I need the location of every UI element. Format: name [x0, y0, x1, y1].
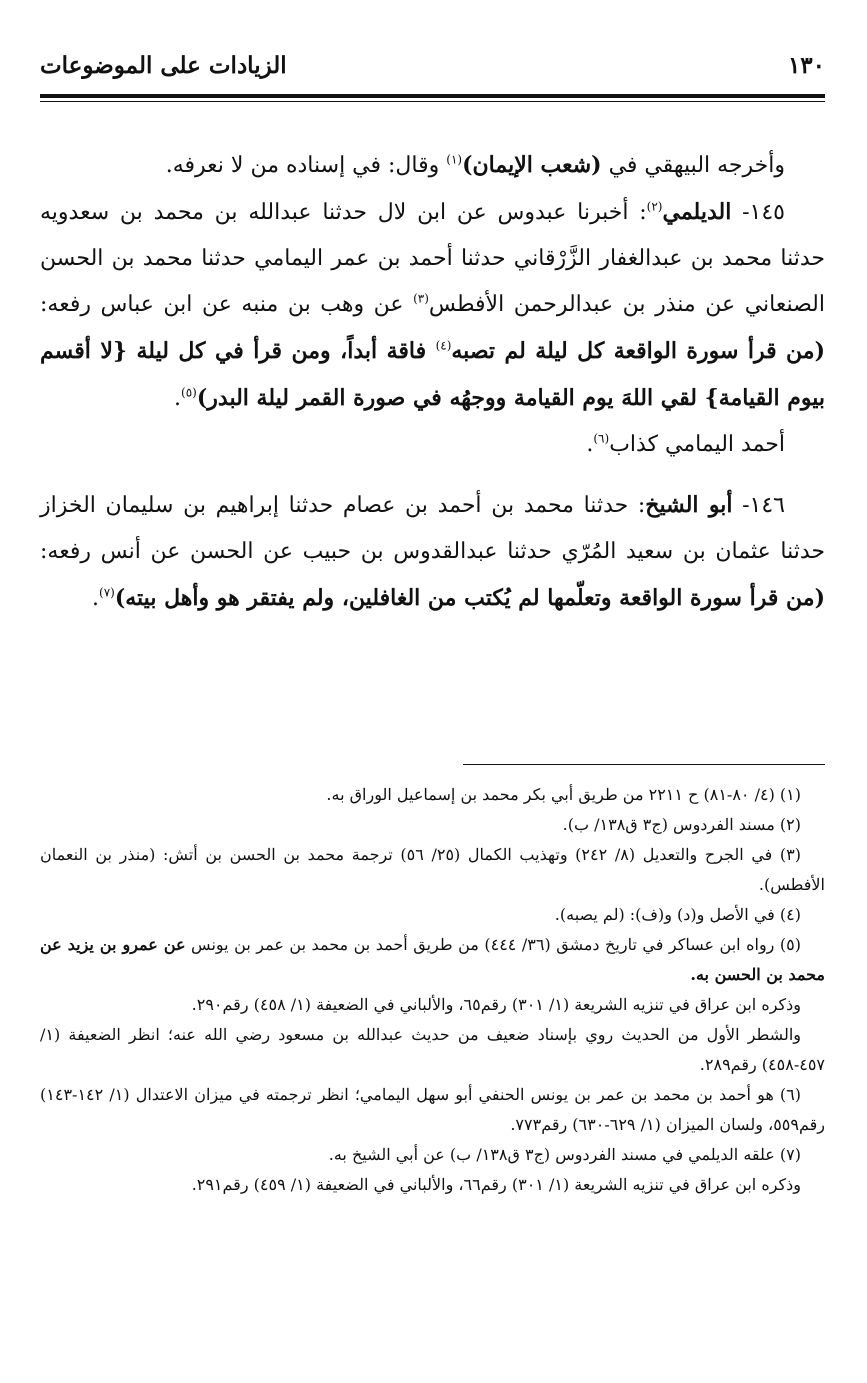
footnote-6: (٦) هو أحمد بن محمد بن عمر بن يونس الحنفي أبو سهل اليمامي؛ انظر ترجمته في ميزان الاعتدال (١/ ١٤٢-١٤٣) رقم٥٥٩، ولسان الميزان (١/ ٦٢٩-٦٣٠) رقم٧٧٣. [40, 1085, 825, 1134]
footnote-ref: (٣) [413, 291, 429, 306]
footnote-ref: (١) [446, 152, 463, 167]
isnad-text: : حدثنا محمد بن أحمد بن عصام حدثنا إبراهيم بن سليمان الخزاز حدثنا عثمان بن سعيد المُرّي حدثنا عبدالقدوس بن حبيب عن الحسن عن أنس رفعه: [40, 493, 825, 564]
text-run: . [174, 386, 182, 411]
entry-number: ١٤٥- [731, 200, 785, 225]
paragraph-hadith-145 [40, 189, 825, 422]
footnote-ref: (٢) [646, 199, 663, 214]
paragraph-hadith-146 [40, 482, 825, 622]
hadith-text: (من قرأ سورة الواقعة وتعلّمها لم يُكتب من الغافلين، ولم يفتقر هو وأهل بيته) [114, 585, 825, 611]
footnote-4: (٤) في الأصل و(د) و(ف): (لم يصبه). [554, 905, 801, 924]
paragraph-bayhaqi [40, 142, 825, 189]
footnote-7-cont: وذكره ابن عراق في تنزيه الشريعة (١/ ٣٠١) رقم٦٦، والألباني في الضعيفة (١/ ٤٥٩) رقم٢٩١. [191, 1175, 801, 1194]
text-run: . [586, 432, 594, 457]
footnote-ref: (٤) [435, 338, 452, 353]
source-name: أبو الشيخ [645, 492, 733, 518]
source-name: الديلمي [662, 199, 732, 225]
book-title: (شعب الإيمان) [462, 152, 602, 178]
hadith-text: (من قرأ سورة الواقعة كل ليلة لم تصبه [451, 338, 825, 364]
entry-number: ١٤٦- [732, 493, 785, 518]
footnote-separator [463, 764, 825, 765]
header-rule-thick [40, 94, 825, 98]
text-run: (٥) رواه ابن عساكر في تاريخ دمشق (٣٦/ ٤٤٤) من طريق أحمد بن محمد بن عمر بن يونس [185, 935, 801, 954]
header-rule-thin [40, 101, 825, 102]
running-title: الزيادات على الموضوعات [40, 52, 287, 79]
running-header [40, 52, 825, 79]
text-run: عن وهب بن منبه عن ابن عباس رفعه: [40, 292, 414, 317]
text-run: . [92, 586, 100, 611]
footnote-ref: (٧) [99, 585, 115, 600]
footnote-2: (٢) مسند الفردوس (ج٣ ق١٣٨/ ب). [562, 815, 801, 834]
text-run: وقال: في إسناده من لا نعرفه. [165, 153, 447, 178]
text-run-bold: عن عمرو بن يزيد عن محمد بن الحسن به. [40, 935, 825, 984]
paragraph-verdict [40, 422, 825, 468]
text-run: أحمد اليمامي كذاب [609, 432, 785, 457]
main-text [40, 142, 825, 622]
page-number: ١٣٠ [787, 52, 825, 79]
text-run: وأخرجه البيهقي في [601, 153, 785, 178]
footnote-1: (١) (٤/ ٨٠-٨١) ح ٢٢١١ من طريق أبي بكر محمد بن إسماعيل الوراق به. [326, 785, 801, 804]
footnote-ref: (٦) [593, 431, 610, 446]
footnotes [40, 780, 825, 1200]
isnad-text: : أخبرنا عبدوس عن ابن لال حدثنا عبدالله بن محمد بن سعدويه حدثنا محمد بن عبدالغفار الزَّرْقاني حدثنا أحمد بن عمر اليمامي حدثنا محمد بن الحسن الصنعاني عن منذر بن عبدالرحمن الأفطس [40, 200, 825, 317]
footnote-ref: (٥) [181, 385, 197, 400]
footnote-7: (٧) علقه الديلمي في مسند الفردوس (ج٣ ق١٣٨/ ب) عن أبي الشيخ به. [328, 1145, 801, 1164]
footnote-5-cont: والشطر الأول من الحديث روي بإسناد ضعيف من حديث عبدالله بن مسعود رضي الله عنه؛ انظر الضعيفة (١/ ٤٥٧-٤٥٨) رقم٢٨٩. [40, 1025, 825, 1074]
hadith-text: فاقة أبداً، ومن قرأ في كل ليلة {لا أقسم بيوم القيامة} لقي اللهَ يوم القيامة ووجهُه في صورة القمر ليلة البدر) [40, 338, 825, 411]
footnote-5-cont: وذكره ابن عراق في تنزيه الشريعة (١/ ٣٠١) رقم٦٥، والألباني في الضعيفة (١/ ٤٥٨) رقم٢٩٠. [191, 995, 801, 1014]
footnote-5 [40, 930, 825, 990]
footnote-3: (٣) في الجرح والتعديل (٨/ ٢٤٢) وتهذيب الكمال (٢٥/ ٥٦) ترجمة محمد بن الحسن بن أتش: (منذر بن النعمان الأفطس). [40, 845, 825, 894]
